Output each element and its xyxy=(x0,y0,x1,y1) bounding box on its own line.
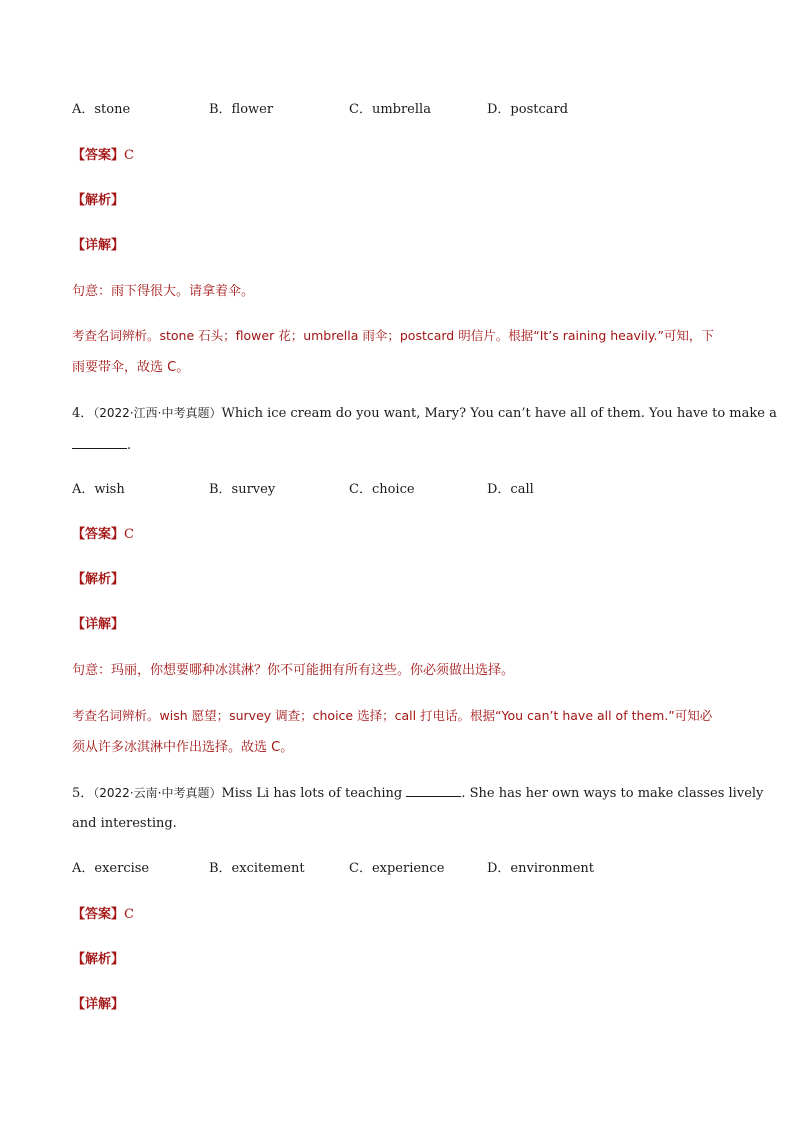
q4-stem-line2 xyxy=(72,436,131,455)
q4-number: 4． xyxy=(72,406,94,421)
q5-stem-text-b: . She has her own ways to make classes lively xyxy=(461,786,764,801)
q4-stem xyxy=(72,404,777,423)
detail-tag: 【详解】 xyxy=(72,238,125,253)
q4-meaning: 句意：玛丽，你想要哪种冰淇淋？你不可能拥有所有这些。你必须做出选择。 xyxy=(72,663,515,678)
q5-stem-text-a: Miss Li has lots of teaching xyxy=(221,786,403,801)
q4-option-a: A．wish xyxy=(72,482,125,497)
q3-analysis xyxy=(72,192,124,210)
q3-option-d: D．postcard xyxy=(487,102,569,117)
q4-option-c: C．choice xyxy=(349,482,415,497)
detail-tag: 【详解】 xyxy=(72,617,125,632)
q4-option-b: B．survey xyxy=(209,482,276,497)
q5-source: （2022·云南·中考真题） xyxy=(93,786,222,800)
q5-option-c: C．experience xyxy=(349,861,445,876)
q4-analysis xyxy=(72,571,124,589)
q5-option-b: B．excitement xyxy=(209,861,305,876)
q3-meaning: 句意：雨下得很大。请拿着伞。 xyxy=(72,284,255,299)
answer-value: C xyxy=(124,907,134,922)
q3-answer xyxy=(72,147,134,165)
q5-option-a: A．exercise xyxy=(72,861,150,876)
analysis-tag: 【解析】 xyxy=(72,952,125,967)
q3-option-b: B．flower xyxy=(209,102,274,117)
q4-stem-end: . xyxy=(127,438,132,453)
analysis-tag: 【解析】 xyxy=(72,572,125,587)
q3-explain-line2: 雨要带伞，故选 C。 xyxy=(72,360,190,375)
q4-source: （2022·江西·中考真题） xyxy=(93,406,222,420)
analysis-tag: 【解析】 xyxy=(72,193,125,208)
q4-stem-text: Which ice cream do you want, Mary? You can’t have all of them. You have to make a xyxy=(221,406,777,421)
q4-explain-line1: 考查名词辨析。wish 愿望；survey 调查；choice 选择；call 打电话。根据“You can’t have all of them.”可知必 xyxy=(72,708,713,723)
answer-blank xyxy=(406,784,461,797)
detail-tag: 【详解】 xyxy=(72,997,125,1012)
answer-blank xyxy=(72,436,127,449)
q5-analysis xyxy=(72,951,124,969)
answer-value: C xyxy=(124,527,134,542)
q5-stem-line2: and interesting. xyxy=(72,816,177,831)
answer-tag: 【答案】 xyxy=(72,527,125,542)
q3-explain-line1: 考查名词辨析。stone 石头；flower 花；umbrella 雨伞；postcard 明信片。根据“It’s raining heavily.”可知，下 xyxy=(72,328,714,343)
q4-explain-line2: 须从许多冰淇淋中作出选择。故选 C。 xyxy=(72,740,294,755)
q5-option-d: D．environment xyxy=(487,861,595,876)
q5-stem xyxy=(72,784,763,803)
q5-answer xyxy=(72,906,134,924)
q5-detail xyxy=(72,996,124,1014)
q4-detail xyxy=(72,616,124,634)
q4-answer xyxy=(72,526,134,544)
answer-tag: 【答案】 xyxy=(72,148,125,163)
answer-value: C xyxy=(124,148,134,163)
q5-number: 5． xyxy=(72,786,94,801)
q3-option-c: C．umbrella xyxy=(349,102,431,117)
q3-option-a: A．stone xyxy=(72,102,131,117)
q4-option-d: D．call xyxy=(487,482,534,497)
answer-tag: 【答案】 xyxy=(72,907,125,922)
q3-detail xyxy=(72,237,124,255)
